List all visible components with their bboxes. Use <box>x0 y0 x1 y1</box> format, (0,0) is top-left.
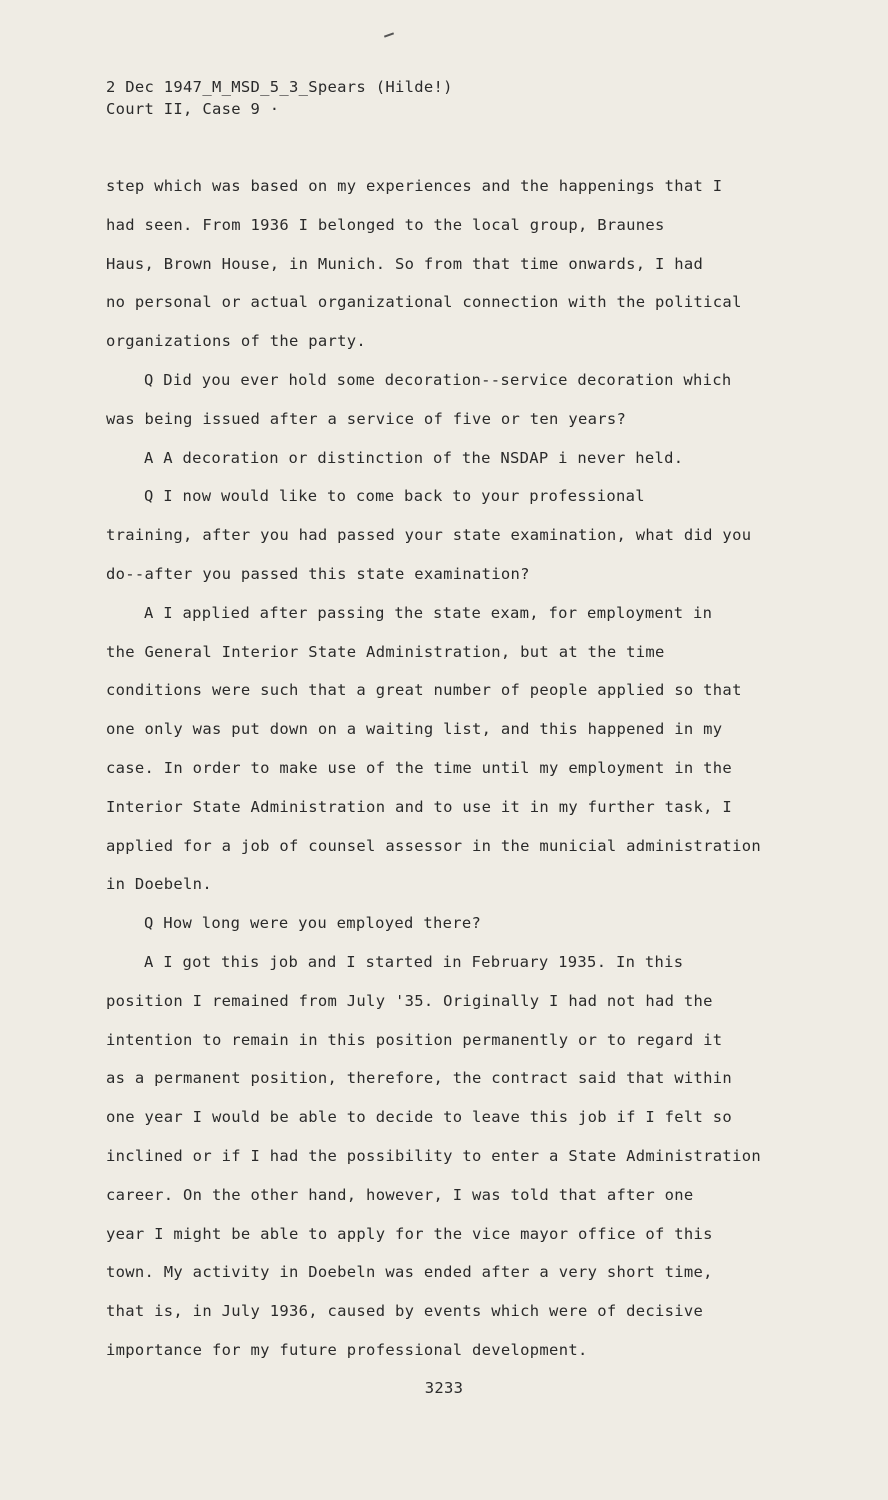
pen-mark <box>384 32 394 37</box>
text-line: town. My activity in Doebeln was ended after a very short time, <box>106 1263 713 1282</box>
text-line: training, after you had passed your state examination, what did you <box>106 526 752 545</box>
text-line: step which was based on my experiences and the happenings that I <box>106 177 723 195</box>
text-line: case. In order to make use of the time until my employment in the <box>106 758 733 777</box>
question-line: Q How long were you employed there? <box>144 914 482 933</box>
header-court-line: Court II, Case 9 · <box>106 100 280 118</box>
text-line: year I might be able to apply for the vice mayor office of this <box>106 1224 713 1243</box>
page-number: 3233 <box>424 1379 464 1397</box>
text-line: the General Interior State Administration, but at the time <box>106 642 665 661</box>
text-line: organizations of the party. <box>106 332 367 351</box>
text-line: position I remained from July '35. Originally I had not had the <box>106 991 713 1010</box>
text-line: was being issued after a service of five or ten years? <box>106 409 627 428</box>
text-line: as a permanent position, therefore, the contract said that within <box>106 1069 733 1088</box>
transcript-body <box>106 172 806 1375</box>
text-line: one only was put down on a waiting list, and this happened in my <box>106 720 723 739</box>
text-line: intention to remain in this position permanently or to regard it <box>106 1030 723 1049</box>
text-line: Interior State Administration and to use it in my further task, I <box>106 797 733 816</box>
answer-line: A I applied after passing the state exam, for employment in <box>144 603 713 622</box>
answer-line: A A decoration or distinction of the NSDAP i never held. <box>144 448 684 467</box>
text-line: do--after you passed this state examination? <box>106 564 530 583</box>
text-line: one year I would be able to decide to leave this job if I felt so <box>106 1108 733 1127</box>
text-line: applied for a job of counsel assessor in the municial administration <box>106 836 761 855</box>
text-line: Haus, Brown House, in Munich. So from that time onwards, I had <box>106 254 704 273</box>
text-line: career. On the other hand, however, I was told that after one <box>106 1185 694 1204</box>
header-date-line: 2 Dec 1947_M_MSD_5_3_Spears (Hilde!) <box>106 78 453 96</box>
text-line: in Doebeln. <box>106 875 212 894</box>
text-line: conditions were such that a great number of people applied so that <box>106 681 742 700</box>
document-header <box>106 76 453 120</box>
text-line: importance for my future professional development. <box>106 1340 588 1359</box>
text-line: no personal or actual organizational connection with the political <box>106 293 742 312</box>
text-line: inclined or if I had the possibility to enter a State Administration <box>106 1146 761 1165</box>
text-line: had seen. From 1936 I belonged to the local group, Braunes <box>106 215 665 234</box>
question-line: Q I now would like to come back to your professional <box>144 487 645 506</box>
text-line: that is, in July 1936, caused by events which were of decisive <box>106 1302 704 1321</box>
answer-line: A I got this job and I started in February 1935. In this <box>144 952 684 971</box>
question-line: Q Did you ever hold some decoration--service decoration which <box>144 370 732 389</box>
